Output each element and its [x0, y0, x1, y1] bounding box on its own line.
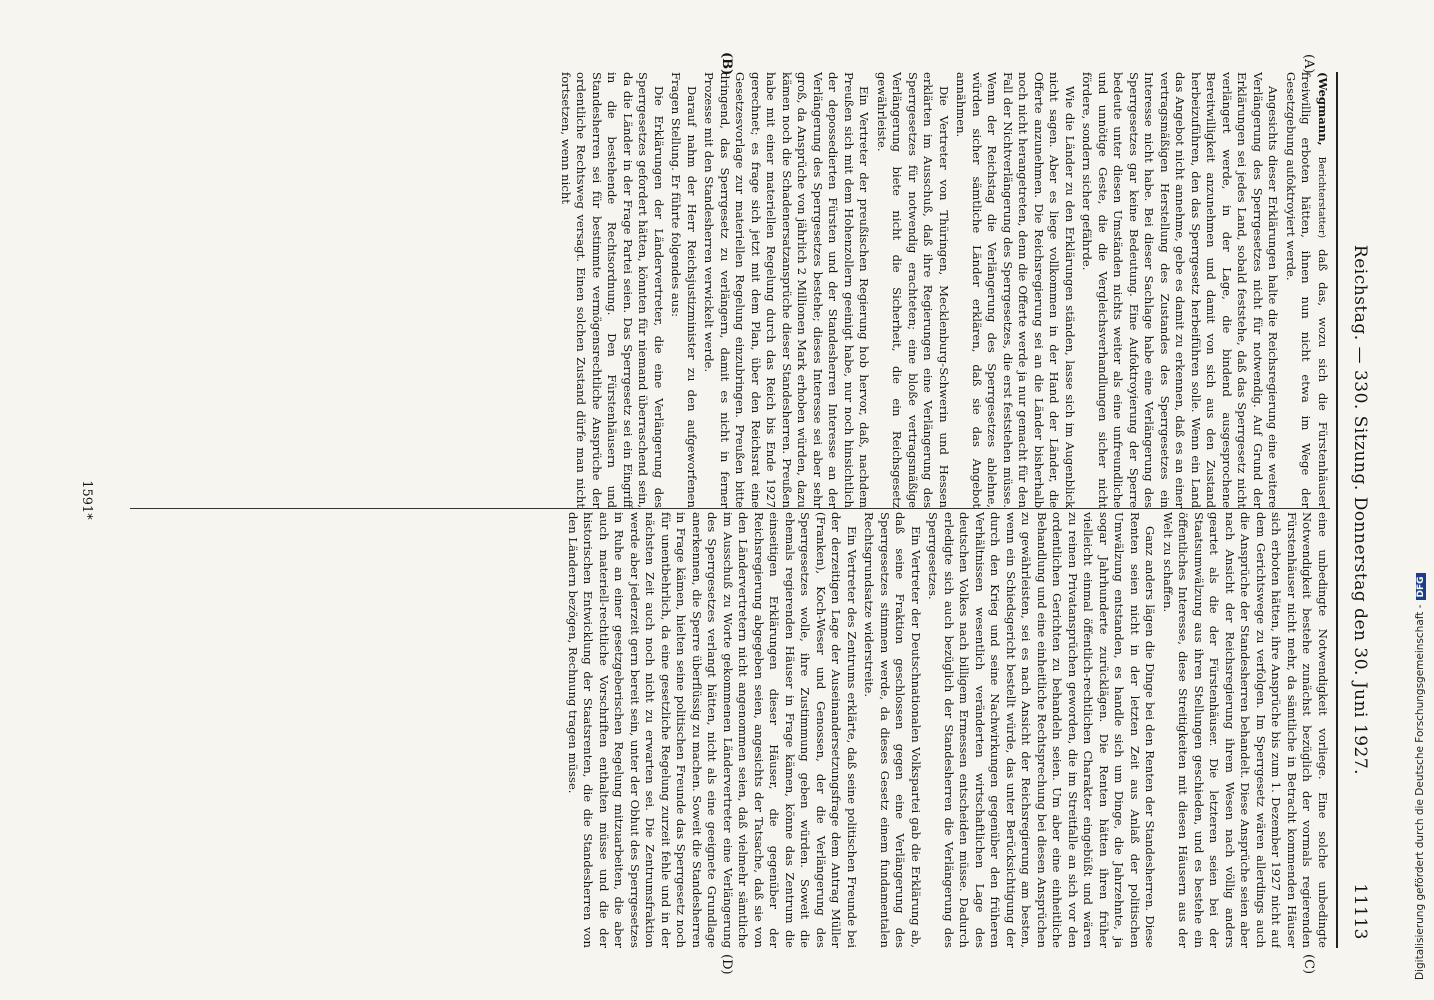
margin-marker-b: (B): [719, 52, 734, 76]
paragraph-text: daß das, wozu sich die Fürstenhäuser freiwillig erboten hätten, ihnen nun nicht etwa im Wege der Gesetzgebung aufoktroyiert werde.: [1284, 72, 1330, 508]
running-header: [1344, 80, 1374, 940]
speaker-name: (Wegmann,: [1316, 72, 1330, 146]
paragraph: Ein Vertreter der Deutschnationalen Volkspartei gab die Erklärung ab, daß seine Fraktion geschlossen gegen eine Verlängerung des Sperrgesetzes stimmen werde, da dieses Gesetz einem fundamentalen Rechtsgrundsatze widerstreite.: [862, 512, 923, 948]
paragraph: [1283, 72, 1331, 508]
digitization-credit: [1414, 20, 1428, 980]
header-rule: [1336, 72, 1338, 948]
left-column: [130, 72, 1330, 508]
margin-marker-c: (C): [1301, 954, 1316, 975]
paragraph: Ein Vertreter des Zentrums erklärte, daß seine politischen Freunde bei der derzeitigen Lage der Auseinandersetzungsfrage dem Antrag Müller (Franken), Koch-Weser und Genossen, der die Verlängerung des Sperrgesetzes wolle, ihre Zustimmung geben würden. Soweit die ehemals regierenden Häuser in Frage kämen, könne das Zentrum die einseitigen Erklärungen dieser Häuser, die gegenüber der Reichsregierung abgegeben seien, angesichts der Tatsache, daß sie von den Ländervertretern nicht angenommen seien, daß vielmehr sämtliche im Ausschuß zu Worte gekommenen Ländervertreter eine Verlängerung des Sperrgesetzes verlangt hätten, nicht als eine geeignete Grundlage anerkennen, die Sperre überflüssig zu machen. Soweit die Standesherren in Frage kämen, hielten seine politischen Freunde das Sperrgesetz noch für unentbehrlich, da eine gesetzliche Regelung zurzeit fehle und in der nächsten Zeit auch noch nicht zu erwarten sei. Die Zentrumsfraktion werde aber jederzeit gern bereit sein, unter der Obhut des Sperrgesetzes in Ruhe an einer gesetzgeberischen Regelung mitzuarbeiten, die aber auch materiell-rechtliche Vorschriften enthalten müsse und die der historischen Entwicklung der Staatsrenten, die die Standesherren von den Ländern bezögen, Rechnung tragen müsse.: [566, 512, 859, 948]
right-column: [130, 512, 1330, 948]
header-page-number: 11113: [1350, 883, 1370, 940]
paragraph: Die Erklärungen der Ländervertreter, die eine Verlängerung des Sperrgesetzes gefordert hätten, könnten für niemand überraschend sein, da die Länder in der Frage Partei seien. Das Sperrgesetz sei ein Eingriff in die bestehende Rechtsordnung. Den Fürstenhäusern und Standesherren sei für bestimmte vermögensrechtliche Ansprüche der ordentliche Rechtsweg versagt. Einen solchen Zustand dürfe man nicht fortsetzen, wenn nicht: [559, 72, 666, 508]
paragraph: Angesichts dieser Erklärungen halte die Reichsregierung eine weitere Verlängerung des Sperrgesetzes nicht für notwendig. Auf Grund der Erklärungen sei jedes Land, sobald feststehe, daß das Sperrgesetz nicht verlängert werde, in der Lage, die bindend ausgesprochene Bereitwilligkeit anzunehmen und damit von sich aus den Zustand herbeizuführen, den das Sperrgesetz herbeiführen solle. Wenn ein Land das Angebot nicht annehme, gebe es damit zu erkennen, daß es an einer vertragsmäßigen Herstellung des Zustandes des Sperrgesetzes ein Interesse nicht habe. Bei dieser Sachlage habe eine Verlängerung des Sperrgesetzes gar keine Bedeutung. Eine Aufoktroyierung der Sperre bedeute unter diesen Umständen nichts weiter als eine unfreundliche und unnötige Geste, die die Vergleichsverhandlungen sicher nicht fördere, sondern sicher gefährde.: [1080, 72, 1281, 508]
margin-marker-d: (D): [719, 954, 734, 975]
margin-marker-a: (A): [1301, 54, 1316, 74]
header-title: Reichstag. — 330. Sitzung. Donnerstag den 30. Juni 1927.: [1350, 244, 1370, 776]
paragraph: Die Vertreter von Thüringen, Mecklenburg-Schwerin und Hessen erklärten im Ausschuß, daß ihre Regierungen eine Verlängerung des Sperrgesetzes für notwendig erachteten; eine bloße vertragsmäßige Verlängerung biete nicht die Sicherheit, die ein Reichsgesetz gewährleiste.: [875, 72, 951, 508]
speaker-role: Berichterstatter): [1316, 156, 1327, 239]
paragraph: Ein Vertreter der preußischen Regierung hob hervor, daß, nachdem Preußen sich mit dem Hohenzollern geeinigt habe, nur noch hinsichtlich der depossedierten Fürsten und der Standesherren Interesse an der Verlängerung des Sperrgesetzes bestehe; dieses Interesse sei aber sehr groß, da Ansprüche von jährlich 2 Millionen Mark erhoben würden, dazu kämen noch die Schadenersatzansprüche dieser Standesherren. Preußen habe mit einer materiellen Regelung durch das Reich bis Ende 1927 gerechnet; es frage sich jetzt mit dem Plan, über den Reichsrat eine Gesetzesvorlage zur materiellen Regelung einzubringen. Preußen bitte dringend, das Sperrgesetz zu verlängern, damit es nicht in ferner Prozesse mit den Standesherren verwickelt werde.: [702, 72, 872, 508]
paragraph: Darauf nahm der Herr Reichsjustizminister zu den aufgeworfenen Fragen Stellung. Er führte folgendes aus:: [669, 72, 699, 508]
paragraph: eine unbedingte Notwendigkeit vorliege. Eine solche unbedingte Notwendigkeit bestehe zunächst bezüglich der vormals regierenden Fürstenhäuser nicht mehr, da sämtliche in Betracht kommenden Häuser sich erboten hätten, ihre Ansprüche bis zum 1. Dezember 1927 nicht auf dem Gerichtswege zu verfolgen. Im Sperrgesetz wären allerdings auch die Ansprüche der Standesherren behandelt. Diese Ansprüche seien aber nach Ansicht der Reichsregierung ihrem Wesen nach völlig anders geartet als die der Fürstenhäuser. Die letzteren seien bei der Staatsumwälzung aus ihren Stellungen geschieden, und es bestehe ein öffentliches Interesse, diese Streitigkeiten mit diesen Häusern aus der Welt zu schaffen.: [1161, 512, 1330, 948]
dfg-logo: DFG: [1416, 573, 1426, 600]
page-label: 1591*: [79, 480, 94, 520]
column-divider: [130, 508, 1330, 509]
paragraph: Ganz anders lägen die Dinge bei den Renten der Standesherren. Diese Renten seien nicht in der letzten Zeit aus Anlaß der politischen Umwälzung entstanden, es handle sich um Dinge, die Jahrzehnte, ja sogar Jahrhunderte zurücklägen. Die Renten hätten ihren früher vielleicht einmal öffentlich-rechtlichen Charakter eingebüßt und wären zu reinen Privatansprüchen geworden, die im Streitfalle an sich vor den ordentlichen Gerichten zu behandeln seien. Um aber eine einheitliche Behandlung und eine einheitliche Rechtsprechung bei diesen Ansprüchen zu gewährleisten, sei es nach Ansicht der Reichsregierung am besten, wenn ein Schiedsgericht bestellt würde, das unter Berücksichtigung der durch den Krieg und seine Nachwirkungen gegenüber den früheren Verhältnissen wesentlich veränderten wirtschaftlichen Lage des deutschen Volkes nach billigem Ermessen entscheiden müsse. Dadurch erledigte sich auch bezüglich der Standesherren die Verlängerung des Sperrgesetzes.: [926, 512, 1158, 948]
paragraph: Wie die Länder zu den Erklärungen ständen, lasse sich im Augenblick nicht sagen. Aber es liege vollkommen in der Hand der Länder, die Offerte anzunehmen. Die Reichsregierung sei an die Länder bisherhalb noch nicht herangetreten, denn die Offerte werde ja nur gemacht für den Fall der Nichtverlängerung des Sperrgesetzes, die erst feststehen müsse. Wenn der Reichstag die Verlängerung des Sperrgesetzes ablehne, würden sicher sämtliche Länder erklären, daß sie das Angebot annähmen.: [954, 72, 1077, 508]
credit-text: Digitalisierung gefördert durch die Deutsche Forschungsgemeinschaft -: [1414, 604, 1426, 980]
